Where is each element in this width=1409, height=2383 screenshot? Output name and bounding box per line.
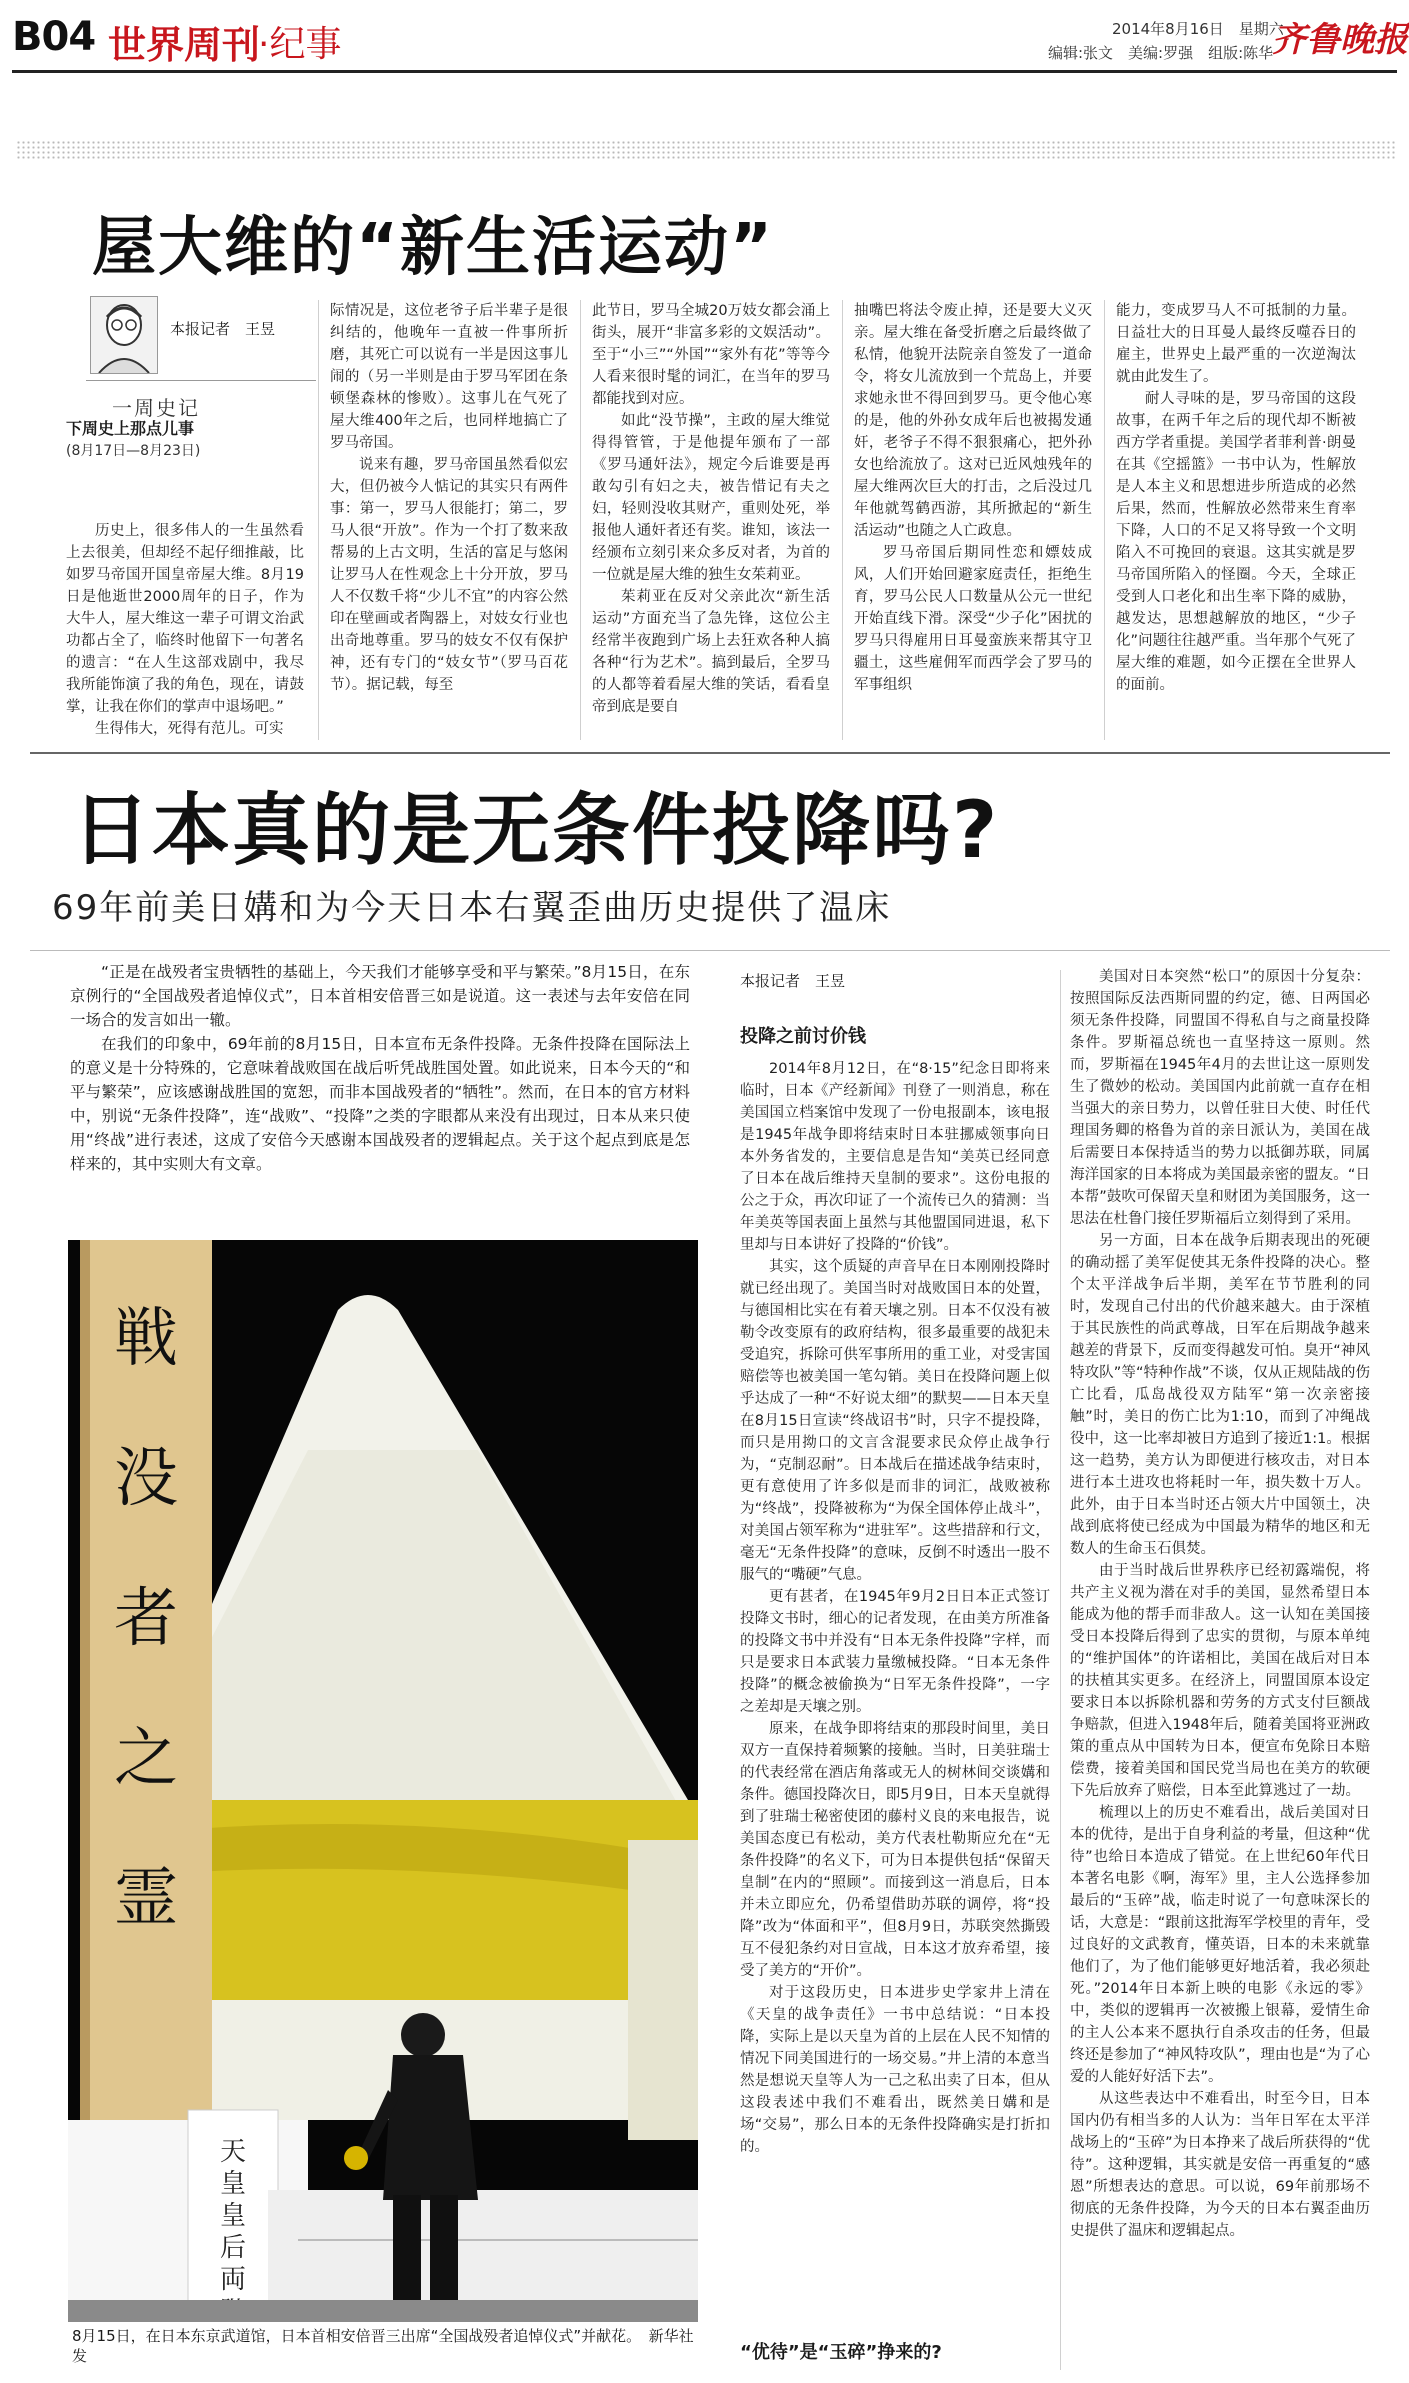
- subsection-title: ·纪事: [258, 24, 342, 65]
- paragraph: 对于这段历史，日本进步史学家井上清在《天皇的战争责任》一书中总结说：“日本投降，实际上是以天皇为首的上层在人民不知情的情况下同美国进行的一场交易。”井上清的本意当然是想说天皇等人为一己之私出卖了日本，但从这段表述中我们不难看出，既然美日媾和是场“交易”，那么日本的无条件投降确实是打折扣的。: [740, 1985, 1050, 2155]
- news-photo: [68, 1240, 698, 2322]
- issue-date: 2014年8月16日 星期六: [1112, 20, 1284, 38]
- paragraph: 美国对日本突然“松口”的原因十分复杂：按照国际反法西斯同盟的约定，德、日两国必须无条件投降，同盟国不得私自与之商量投降条件。罗斯福总统也一直坚持这一原则。然而，罗斯福在1945年4月的去世让这一原则发生了微妙的松动。美国国内此前就一直存在相当强大的亲日势力，以曾任驻日大使、时任代理国务卿的格鲁为首的亲日派认为，美国在战后需要日本保持适当的势力以抵御苏联，同属海洋国家的日本将成为美国最亲密的盟友。“日本帮”鼓吹可保留天皇和财团为美国服务，这一思法在杜鲁门接任罗斯福后立刻得到了采用。: [1070, 969, 1370, 1227]
- paragraph: 另一方面，日本在战争后期表现出的死硬的确动摇了美军促使其无条件投降的决心。整个太平洋战争后半期，美军在节节胜利的同时，发现自己付出的代价越来越大。由于深植于其民族性的尚武尊战，日军在后期战争越来越差的背景下，反而变得越发可怕。臭开“神风特攻队”等“特种作战”不谈，仅从正规陆战的伤亡比看，瓜岛战役双方陆军“第一次亲密接触”时，美日的伤亡比为1:10，而到了冲绳战役中，这一比率却被日方追到了接近1:1。根据这一趋势，美方认为即便进行核攻击，对日本进行本土进攻也将耗时一年，损失数十万人。此外，由于日本当时还占领大片中国领土，决战到底将使已经成为中国最为精华的地区和无数人的生命玉石俱焚。: [1070, 1233, 1370, 1557]
- article2-headline: 日本真的是无条件投降吗?: [72, 786, 1000, 876]
- author-portrait: [90, 296, 158, 374]
- column-divider: [86, 380, 316, 381]
- article2-column-2: [1070, 966, 1370, 2242]
- section-heading-2: “优待”是“玉碎”挣来的?: [740, 2342, 942, 2363]
- paragraph: 历史上，很多伟人的一生虽然看上去很美，但却经不起仔细推敲，比如罗马帝国开国皇帝屋大维。8月19日是他逝世2000周年的日子，作为大牛人，屋大维这一辈子可谓文治武功都占全了，临终时他留下一句著名的遗言：“在人生这部戏剧中，我尽我所能饰演了我的角色，现在，请鼓掌，让我在你们的掌声中退场吧。”: [66, 523, 304, 715]
- paragraph: 说来有趣，罗马帝国虽然看似宏大，但仍被今人惦记的其实只有两件事：第一，罗马人很能打；第二，罗马人很“开放”。作为一个打了数来敌帮易的上古文明，生活的富足与悠闲让罗马人在性观念上十分开放，罗马人不仅数千将“少儿不宜”的内容公然印在壁画或者陶器上，对妓女行业也出奇地尊重。罗马的妓女不仅有保护神，还有专门的“妓女节”（罗马百花节）。据记载，每至: [330, 457, 568, 693]
- altar-label: 天皇皇后両: [219, 2137, 247, 2295]
- paragraph: 罗马帝国后期同性恋和嫖妓成风，人们开始回避家庭责任，拒绝生育，罗马公民人口数量从公元一世纪开始直线下滑。深受“少子化”困扰的罗马只得雇用日耳曼蛮族来帮其守卫疆土，这些雇佣军而西学会了罗马的军事组织: [854, 545, 1092, 693]
- lead-paragraph: “正是在战殁者宝贵牺牲的基础上，今天我们才能够享受和平与繁荣。”8月15日，在东京例行的“全国战殁者追悼仪式”，日本首相安倍晋三如是说道。这一表述与去年安倍在同一场合的发言如出一辙。: [70, 963, 690, 1029]
- paragraph: 能力，变成罗马人不可抵制的力量。日益壮大的日耳曼人最终反噬吞日的雇主，世界史上最严重的一次逆淘汰就由此发生了。: [1116, 303, 1356, 385]
- tablet-inscription: 戦没者之霊: [114, 1302, 178, 1936]
- column-rule: [1060, 970, 1061, 2370]
- column-kicker: 下周史上那点儿事: [66, 419, 195, 438]
- article1-column-5: [1116, 300, 1356, 696]
- paragraph: 原来，在战争即将结束的那段时间里，美日双方一直保持着频繁的接触。当时，日美驻瑞士的代表经常在酒店角落或无人的树林间交谈媾和条件。德国投降次日，即5月9日，日本天皇就得到了驻瑞士秘密使团的藤村义良的来电报告，说美国态度已有松动，美方代表杜勒斯应允在“无条件投降”的名义下，可为日本提供包括“保留天皇制”在内的“照顾”。而接到这一消息后，日本并未立即应允，仍希望借助苏联的调停，将“投降”改为“体面和平”，但8月9日，苏联突然撕毁互不侵犯条约对日宣战，日本这才放弃希望，接受了美方的“开价”。: [740, 1721, 1050, 1979]
- paragraph: 如此“没节操”，主政的屋大维觉得得管管，于是他提年颁布了一部《罗马通奸法》，规定今后谁要是再敢勾引有妇之夫，被告惜记有夫之妇，轻则没收其财产，重则处死，举报他人通奸者还有奖。谁知，该法一经颁布立刻引来众多反对者，为首的一位就是屋大维的独生女茱莉亚。: [592, 413, 830, 583]
- paragraph: 由于当时战后世界秩序已经初露端倪，将共产主义视为潜在对手的美国，显然希望日本能成为他的帮手而非敌人。这一认知在美国接受日本投降后得到了忠实的贯彻，与原本单纯的“维护国体”的许诺相比，美国在战后对日本的扶植其实更多。在经济上，同盟国原本设定要求日本以拆除机器和劳务的方式支付巨额战争赔款，但进入1948年后，随着美国将亚洲政策的重点从中国转为日本，便宣布免除日本赔偿费，接着美国和国民党当局也在美方的软硬下先后放弃了赔偿，日本至此算逃过了一劫。: [1070, 1563, 1370, 1799]
- article1-byline: 本报记者 王昱: [170, 320, 276, 338]
- paragraph: 耐人寻味的是，罗马帝国的这段故事，在两千年之后的现代却不断被西方学者重提。美国学者菲利普·朗曼在其《空摇篮》一书中认为，性解放是人本主义和思想进步所造成的必然后果，然而，性解放必然带来生育率下降，人口的不足又将导致一个文明陷入不可挽回的衰退。这其实就是罗马帝国所陷入的怪圈。今天，全球正受到人口老化和出生率下降的威胁，越发达，思想越解放的地区，“少子化”问题往往越严重。当年那个气死了屋大维的难题，如今正摆在全世界人的面前。: [1116, 391, 1356, 693]
- article2-byline: 本报记者 王昱: [740, 972, 846, 990]
- paragraph: 际情况是，这位老爷子后半辈子是很纠结的，他晚年一直被一件事所折磨，其死亡可以说有一半是因这事儿闹的（另一半则是由于罗马军团在条顿堡森林的惨败）。这事儿在气死了屋大维400年之后，也同样地搞亡了罗马帝国。: [330, 303, 568, 451]
- paragraph: 更有甚者，在1945年9月2日日本正式签订投降文书时，细心的记者发现，在由美方所准备的投降文书中并没有“日本无条件投降”字样，而只是要求日本武装力量缴械投降。“日本无条件投降”的概念被偷换为“日军无条件投降”，一字之差却是天壤之别。: [740, 1589, 1050, 1715]
- paragraph: 此节日，罗马全城20万妓女都会涌上街头，展开“非富多彩的文娱活动”。至于“小三”“外国”“家外有花”等等今人看来很时髦的词汇，在当年的罗马都能找到对应。: [592, 303, 830, 407]
- article-separator: [30, 752, 1390, 754]
- paragraph: 2014年8月12日，在“8·15”纪念日即将来临时，日本《产经新闻》刊登了一则消息，称在美国国立档案馆中发现了一份电报副本，该电报是1945年战争即将结束时日本驻挪威领事向日本外务省发的，主要信息是告知“美英已经同意了日本在战后维持天皇制的要求”。这份电报的公之于众，再次印证了一个流传已久的猜测：当年美英等国表面上虽然与其他盟国同进退，私下里却与日本讲好了投降的“价钱”。: [740, 1061, 1050, 1253]
- header-rule: [12, 70, 1397, 73]
- article2-lead: [70, 960, 690, 1176]
- subheadline-rule: [30, 950, 1390, 951]
- newspaper-logo: 齐鲁晚报: [1272, 20, 1408, 60]
- column-rule: [1104, 300, 1105, 740]
- article1-column-2: [330, 300, 568, 696]
- paragraph: 抽嘴巴将法令废止掉，还是要大义灭亲。屋大维在备受折磨之后最终做了私情，他貌开法院亲自签发了一道命令，将女儿流放到一个荒岛上，并要求她永世不得回到罗马。更令他心寒的是，他的外孙女成年后也被揭发通奸，老爷子不得不狠狠痛心，把外孙女也给流放了。这对已近风烛残年的屋大维两次巨大的打击，之后没过几年他就驾鹤西游，其所掀起的“新生活运动”也随之人亡政息。: [854, 303, 1092, 539]
- article2-subheadline: 69年前美日媾和为今天日本右翼歪曲历史提供了温床: [52, 888, 892, 928]
- dotted-divider: [16, 140, 1396, 160]
- photo-caption: 8月15日，在日本东京武道馆，日本首相安倍晋三出席“全国战殁者追悼仪式”并献花。 新华社发: [72, 2327, 694, 2365]
- column-rule: [842, 300, 843, 740]
- paragraph: 其实，这个质疑的声音早在日本刚刚投降时就已经出现了。美国当时对战败国日本的处置，与德国相比实在有着天壤之别。日本不仅没有被勒令改变原有的政府结构，很多最重要的战犯未受追究，拆除可供军事所用的重工业，对受害国赔偿等也被美国一笔勾销。美日在投降问题上似乎达成了一种“不好说太细”的默契——日本天皇在8月15日宣读“终战诏书”时，只字不提投降，而只是用拗口的文言含混要求民众停止战争行为，“克制忍耐”。日本战后在描述战争结束时，更有意使用了许多似是而非的词汇，战败被称为“终战”，投降被称为“为保全国体停止战斗”，对美国占领军称为“进驻军”。这些措辞和行文，毫无“无条件投降”的意味，反倒不时透出一股不服气的“嘴硬”气息。: [740, 1259, 1050, 1583]
- paragraph: 从这些表达中不难看出，时至今日，日本国内仍有相当多的人认为：当年日军在太平洋战场上的“玉碎”为日本挣来了战后所获得的“优待”。这种逻辑，其实就是安倍一再重复的“感恩”所想表达的意思。可以说，69年前那场不彻底的无条件投降，为今天的日本右翼歪曲历史提供了温床和逻辑起点。: [1070, 2091, 1370, 2239]
- lead-paragraph: 在我们的印象中，69年前的8月15日，日本宣布无条件投降。无条件投降在国际法上的意义是十分特殊的，它意味着战败国在战后听凭战胜国处置。如此说来，日本今天的“和平与繁荣”，应该感谢战胜国的宽恕，而非本国战殁者的“牺牲”。然而，在日本的官方材料中，别说“无条件投降”，连“战败”、“投降”之类的字眼都从来没有出现过，日本从来只使用“终战”进行表述，这成了安倍今天感谢本国战殁者的逻辑起点。关于这个起点到底是怎样来的，其中实则大有文章。: [70, 1035, 690, 1173]
- article1-headline: 屋大维的“新生活运动”: [92, 211, 775, 285]
- paragraph: 生得伟大，死得有范儿。可实: [95, 721, 284, 737]
- paragraph: 梳理以上的历史不难看出，战后美国对日本的优待，是出于自身利益的考量，但这种“优待”也给日本造成了错觉。在上世纪60年代日本著名电影《啊，海军》里，主人公选择参加最后的“玉碎”战，临走时说了一句意味深长的话，大意是：“跟前这批海军学校里的青年，受过良好的文武教育，懂英语，日本的未来就靠他们了，为了他们能够更好地活着，我必须赴死。”2014年日本新上映的电影《永远的零》中，类似的逻辑再一次被搬上银幕，爱情生命的主人公本来不愿执行自杀攻击的任务，但最终还是参加了“神风特攻队”，理由也是“为了心爱的人能好好活下去”。: [1070, 1805, 1370, 2085]
- article1-column-1: [66, 520, 304, 740]
- column-dates: (8月17日—8月23日): [66, 443, 201, 459]
- section-heading-1: 投降之前讨价钱: [740, 1026, 866, 1047]
- section-title: 世界周刊: [108, 23, 261, 67]
- article2-column-1: [740, 1058, 1050, 2158]
- column-name: 一周史记: [112, 396, 200, 420]
- editor-credits: 编辑:张文 美编:罗强 组版:陈华: [1048, 44, 1274, 62]
- article1-column-4: [854, 300, 1092, 696]
- page-number: B04: [12, 14, 96, 60]
- article1-column-3: [592, 300, 830, 718]
- column-rule: [318, 300, 319, 740]
- paragraph: 茱莉亚在反对父亲此次“新生活运动”方面充当了急先锋，这位公主经常半夜跑到广场上去狂欢各种人搞各种“行为艺术”。搞到最后，全罗马的人都等着看屋大维的笑话，看看皇帝到底是要自: [592, 589, 830, 715]
- column-rule: [580, 300, 581, 740]
